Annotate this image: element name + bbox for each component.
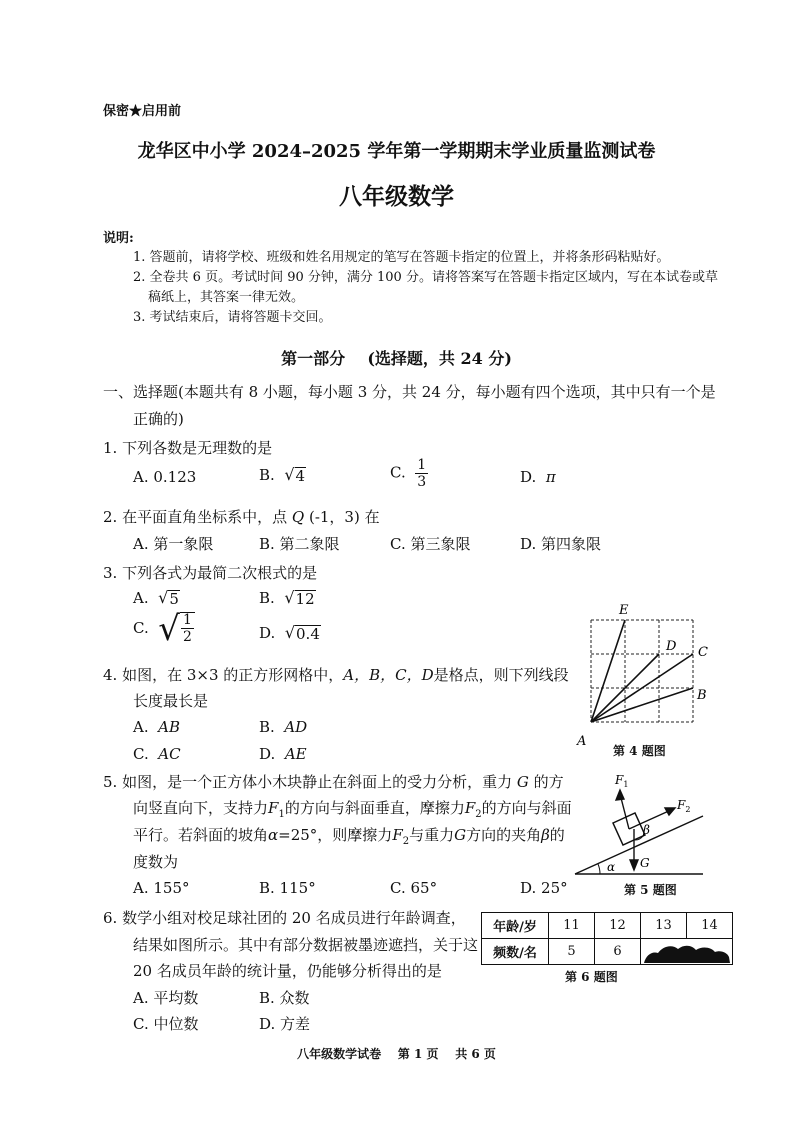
point-label: A <box>577 734 587 749</box>
instruction-item: 2. 全卷共 6 页。考试时间 90 分钟，满分 100 分。请将答案写在答题卡指定区域内，写在本试卷或草 <box>133 270 718 285</box>
sqrt-symbol: √ 4 <box>284 465 306 485</box>
exam-subject: 八年级数学 <box>339 183 454 210</box>
table-row <box>482 939 733 965</box>
page-footer: 八年级数学试卷 第 1 页 共 6 页 <box>297 1047 496 1061</box>
point-label: C <box>698 645 708 660</box>
table-cell: 11 <box>549 913 595 939</box>
q1-option-b: B. √ 4 <box>259 465 306 485</box>
angle-label-beta: β <box>643 823 650 837</box>
instruction-item: 1. 答题前，请将学校、班级和姓名用规定的笔写在答题卡指定的位置上，并将条形码粘贴好。 <box>133 250 670 265</box>
q4-option-c: C. AC <box>133 745 181 763</box>
q4-caption: 第 4 题图 <box>613 744 666 758</box>
q1-option-d: D. π <box>520 468 556 486</box>
angle-label-alpha: α <box>607 860 616 874</box>
q4-stem-cont: 长度最长是 <box>133 692 209 710</box>
q6-stem: 6. 数学小组对校足球社团的 20 名成员进行年龄调查， <box>103 909 466 927</box>
part1-title: 第一部分 (选择题，共 24 分) <box>281 349 512 368</box>
q3-option-a: A. √ 5 <box>133 588 179 608</box>
segment-ab <box>591 688 693 722</box>
q6-stem-cont: 结果如图所示。其中有部分数据被墨迹遮挡，关于这 <box>133 936 479 954</box>
q3-stem: 3. 下列各式为最简二次根式的是 <box>103 564 318 582</box>
ink-blot-cell <box>641 939 733 965</box>
q3-option-b: B. √ 12 <box>259 588 315 608</box>
q5-stem-line4: 度数为 <box>133 853 179 871</box>
q3-option-d: D. √ 0.4 <box>259 623 320 643</box>
segment-ae <box>591 620 625 722</box>
force-label-f1: F <box>615 773 624 787</box>
q5-option-b: B. 115° <box>259 879 316 897</box>
q6-option-a: A. 平均数 <box>133 989 199 1007</box>
table-cell: 13 <box>641 913 687 939</box>
section-heading: 一、选择题(本题共有 8 小题，每小题 3 分，共 24 分，每小题有四个选项，其中只有一个是 <box>103 383 716 401</box>
exam-title: 龙华区中小学 2024–2025 学年第一学期期末学业质量监测试卷 <box>137 141 656 162</box>
point-label: E <box>619 603 629 618</box>
table-cell: 频数/名 <box>482 939 549 965</box>
q6-option-d: D. 方差 <box>259 1015 311 1033</box>
point-label: B <box>697 688 707 703</box>
q6-option-b: B. 众数 <box>259 989 310 1007</box>
instruction-item: 稿纸上，其答案一律无效。 <box>148 290 305 305</box>
q4-option-d: D. AE <box>259 745 307 763</box>
force-label-f2: F <box>677 798 686 812</box>
q2-option-d: D. 第四象限 <box>520 535 602 553</box>
q6-caption: 第 6 题图 <box>565 970 618 984</box>
q4-stem: 4. 如图，在 3×3 的正方形网格中，A，B，C，D是格点，则下列线段 <box>103 666 569 684</box>
q4-grid-figure <box>570 598 720 750</box>
table-cell: 12 <box>595 913 641 939</box>
q5-option-c: C. 65° <box>390 879 438 897</box>
q2-option-c: C. 第三象限 <box>390 535 471 553</box>
q5-stem: 5. 如图，是一个正方体小木块静止在斜面上的受力分析，重力 G 的方 <box>103 773 564 791</box>
table-cell: 14 <box>687 913 733 939</box>
q5-stem-line3: 平行。若斜面的坡角α=25°，则摩擦力$F_2$与重力G方向的夹角β的 <box>133 826 565 847</box>
q5-option-d: D. 25° <box>520 879 568 897</box>
q6-frequency-table <box>481 912 733 965</box>
table-cell: 5 <box>549 939 595 965</box>
q1-option-c: C. $\frac{1}{3}$ <box>390 457 427 490</box>
q6-stem-cont: 20 名成员年龄的统计量，仍能够分析得出的是 <box>133 962 442 980</box>
table-cell: 年龄/岁 <box>482 913 549 939</box>
table-cell: 6 <box>595 939 641 965</box>
q2-option-a: A. 第一象限 <box>133 535 214 553</box>
instructions-label: 说明: <box>103 231 134 246</box>
q5-incline-figure <box>570 770 710 882</box>
q4-option-b: B. AD <box>259 718 308 736</box>
q5-option-a: A. 155° <box>133 879 190 897</box>
q4-option-a: A. AB <box>133 718 181 736</box>
q3-option-c: C. √ $\frac{1}{2}$ <box>133 612 195 646</box>
q1-stem: 1. 下列各数是无理数的是 <box>103 439 273 457</box>
q5-caption: 第 5 题图 <box>624 883 677 897</box>
confidential-mark: 保密★启用前 <box>103 104 182 119</box>
section-heading-cont: 正确的) <box>133 410 184 428</box>
force-label-g: G <box>640 856 650 870</box>
svg-text:F1: $F_1$ <box>615 773 629 789</box>
q2-stem: 2. 在平面直角坐标系中，点 Q (-1，3) 在 <box>103 508 380 526</box>
q2-option-b: B. 第二象限 <box>259 535 340 553</box>
q1-option-a: A. 0.123 <box>133 468 197 486</box>
svg-text:F2: $F_2$ <box>677 798 691 814</box>
ink-blot <box>641 939 732 964</box>
q5-stem-line2: 向竖直向下，支持力$F_1$的方向与斜面垂直，摩擦力$F_2$的方向与斜面 <box>133 799 572 820</box>
point-label: D <box>666 639 677 654</box>
q6-option-c: C. 中位数 <box>133 1015 199 1033</box>
instruction-item: 3. 考试结束后，请将答题卡交回。 <box>133 310 332 325</box>
table-row <box>482 913 733 939</box>
